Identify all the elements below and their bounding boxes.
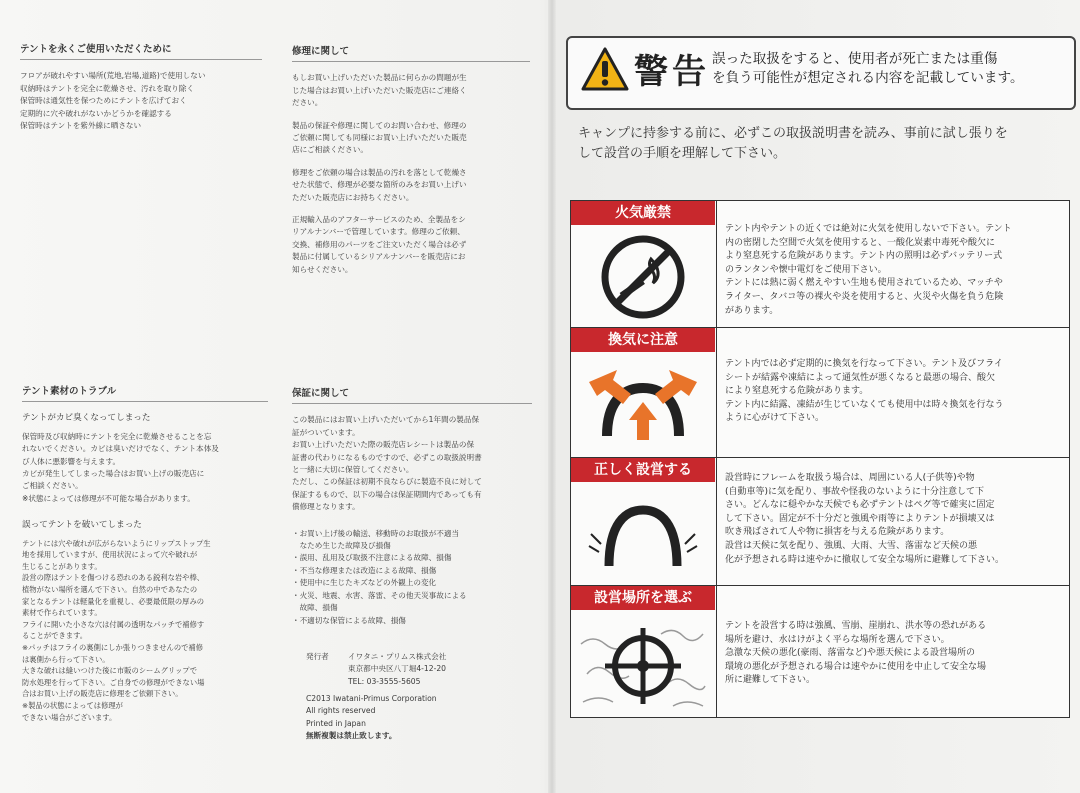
repair-p1: もしお買い上げいただいた製品に何らかの問題が生 じた場合はお買い上げいただいた販売店にご連絡く ださい。 <box>292 73 467 108</box>
tag-ventilation: 換気に注意 <box>571 328 715 352</box>
warranty-title: 保証に関して <box>292 388 532 404</box>
hazard-picture-ventilation <box>571 328 717 458</box>
warning-title: 警告 <box>634 52 710 92</box>
fire-text: テント内やテントの近くでは絶対に火気を使用しないで下さい。テント 内の密閉した空間で火気を使用すると、一酸化炭素中毒死や酸欠に より窒息死する危険があります。テント内の照明は必ずバッテリー式 のランタンや懐中電灯をご使用下さい。 テントには熱に弱く燃えやすい生地も使用されているため、マッチや ライター、タバコ等の裸火や炎を使用すると、火災や火傷を負う危険 があります。 <box>725 224 1012 316</box>
trouble-section <box>22 386 268 733</box>
hazard-picture-fire <box>571 201 717 327</box>
warranty-exclusions: ・お買い上げ後の輸送、移動時のお取扱が不適当 なため生じた故障及び損傷 ・誤用、乱用及び取扱不注意による故障、損傷 ・不当な修理または改造による故障、損傷 ・使用中に生じたキズなどの外観上の変化 ・火災、地震、水害、落雷、その他天災事故による 故障、損傷 ・不適切な保管による故障、損傷 <box>292 528 467 625</box>
warning-box <box>566 36 1076 110</box>
no-fire-icon <box>597 231 689 321</box>
no-copy-notice: 無断複製は禁止致します。 <box>306 731 397 741</box>
hazard-row-location <box>571 585 1069 718</box>
tear-body: テントには穴や破れが広がらないようにリップストップ生 地を採用していますが、使用状況によって穴や破れが 生じることがあります。 設営の際はテントを傷つける恐れのある鋭利な岩や棒、 植物がない場所を選んで下さい。自然の中であなたの 家となるテントは軽量化を重視し、必要最低限の厚みの 素材で作られています。 フライに開いた小さな穴は付属の透明なパッチで補修す ることができます。 ※パッチはフライの裏側にしか張りつきませんので補修 は裏側から行って下さい。 大きな破れは縫いつけた後に市販のシームグリップで 防水処理を行って下さい。ご自身での修理ができない場 合はお買い上げの販売店に修理をご依頼下さい。 ※製品の状態によっては修理が できない場合がございます。 <box>22 538 211 722</box>
tent-frame-icon <box>585 500 701 570</box>
tag-location: 設営場所を選ぶ <box>571 586 715 610</box>
location-text: テントを設営する時は強風、雪崩、崖崩れ、洪水等の恐れがある 場所を避け、水はけがよく平らな場所を選んで下さい。 急激な天候の悪化(豪雨、落雷など)や悪天候による設営場所の 環境の悪化が予想される場合は速やかに使用を中止して安全な場 所に避難して下さい。 <box>725 621 987 686</box>
warning-text: 誤った取扱をすると、使用者が死亡または重傷 を負う可能性が想定される内容を記載しています。 <box>712 51 1024 86</box>
intro-text: キャンプに持参する前に、必ずこの取扱説明書を読み、事前に試し張りを して設営の手順を理解して下さい。 <box>578 126 1008 161</box>
repair-p2: 製品の保証や修理に関してのお問い合わせ、修理の ご依頼に関しても同様にお買い上げいただいた販売 店にご相談ください。 <box>292 120 467 155</box>
warranty-body: この製品にはお買い上げいただいてから1年間の製品保 証がついています。 お買い上げいただいた際の販売店レシートは製品の保 証書の代わりになるものですので、必ずこの取扱説明書 と一緒に大切に保管してください。 ただし、この保証は初期不良ならびに製造不良に対して 保証するもので、以下の場合は保証期間内であっても有 償修理となります。 <box>292 415 482 512</box>
mold-body: 保管時及び収納時にテントを完全に乾燥させることを忘 れないでください。カビは臭いだけでなく、テント本体及 び人体に悪影響を与えます。 カビが発生してしまった場合はお買い上げの販売店に ご相談ください。 ※状態によっては修理が不可能な場合があります。 <box>22 431 219 503</box>
mold-title: テントがカビ臭くなってしまった <box>22 413 151 424</box>
repair-p4: 正規輸入品のアフターサービスのため、全製品をシ リアルナンバーで管理しています。修理のご依頼、 交換、補修用のパーツをご注文いただく場合は必ず 製品に付属しているシリアルナンバーを販売店にお 知らせください。 <box>292 215 467 274</box>
publisher-info: イワタニ・プリムス株式会社 東京都中央区八丁堀4-12-20 TEL: 03-3555-5605 <box>348 651 447 686</box>
care-body: フロアが破れやすい場所(荒地,岩場,道路)で使用しない 収納時はテントを完全に乾燥させ、汚れを取り除く 保管時は通気性を保つためにテントを広げておく 定期的に穴や破れがないかどうかを確認する 保管時はテントを紫外線に晒さない <box>20 71 206 131</box>
care-title: テントを永くご使用いただくために <box>20 44 262 60</box>
care-section <box>20 44 262 142</box>
ventilation-text: テント内では必ず定期的に換気を行なって下さい。テント及びフライ シートが結露や凍結によって通気性が悪くなると最悪の場合、酸欠 により窒息死する危険があります。 テント内に結露、凍結が生じていなくても使用中は時々換気を行なう ように心がけて下さい。 <box>725 359 1004 424</box>
hazard-row-ventilation <box>571 327 1069 458</box>
hazard-table <box>570 200 1070 718</box>
tag-setup: 正しく設営する <box>571 458 715 482</box>
hazard-picture-setup <box>571 458 717 586</box>
tag-fire: 火気厳禁 <box>571 201 715 225</box>
publisher-block <box>292 651 532 691</box>
ventilation-icon <box>587 364 699 446</box>
copyright: C2013 Iwatani-Primus Corporation All rights reserved Printed in Japan <box>306 693 437 728</box>
warning-triangle-icon <box>580 46 630 92</box>
repair-title: 修理に関して <box>292 46 530 62</box>
warranty-section <box>292 388 532 743</box>
tear-title: 誤ってテントを破いてしまった <box>22 520 142 531</box>
publisher-label: 発行者 <box>306 651 329 661</box>
hazard-row-fire <box>571 201 1069 327</box>
hazard-row-setup <box>571 457 1069 586</box>
hazard-picture-location <box>571 586 717 718</box>
setup-text: 設営時にフレームを取扱う場合は、周囲にいる人(子供等)や物 (自動車等)に気を配り、事故や怪我のないように十分注意して下 さい。どんなに穏やかな天候でも必ずテントはペグ等で確実に固定 して下さい。固定が不十分だと強風や雨等によりテントが損壊又は 吹き飛ばされて人や物に損害を与える危険があります。 設営は天候に気を配り、強風、大雨、大雪、落雷など天候の悪 化が予想される時は速やかに撤収して安全な場所に避難して下さい。 <box>725 473 1005 565</box>
repair-section <box>292 46 530 286</box>
target-location-icon <box>577 614 709 714</box>
page-fold <box>548 0 556 793</box>
trouble-title: テント素材のトラブル <box>22 386 268 402</box>
repair-p3: 修理をご依頼の場合は製品の汚れを落として乾燥さ せた状態で、修理が必要な箇所のみをお買い上げい ただいた販売店にお持ちください。 <box>292 167 467 202</box>
